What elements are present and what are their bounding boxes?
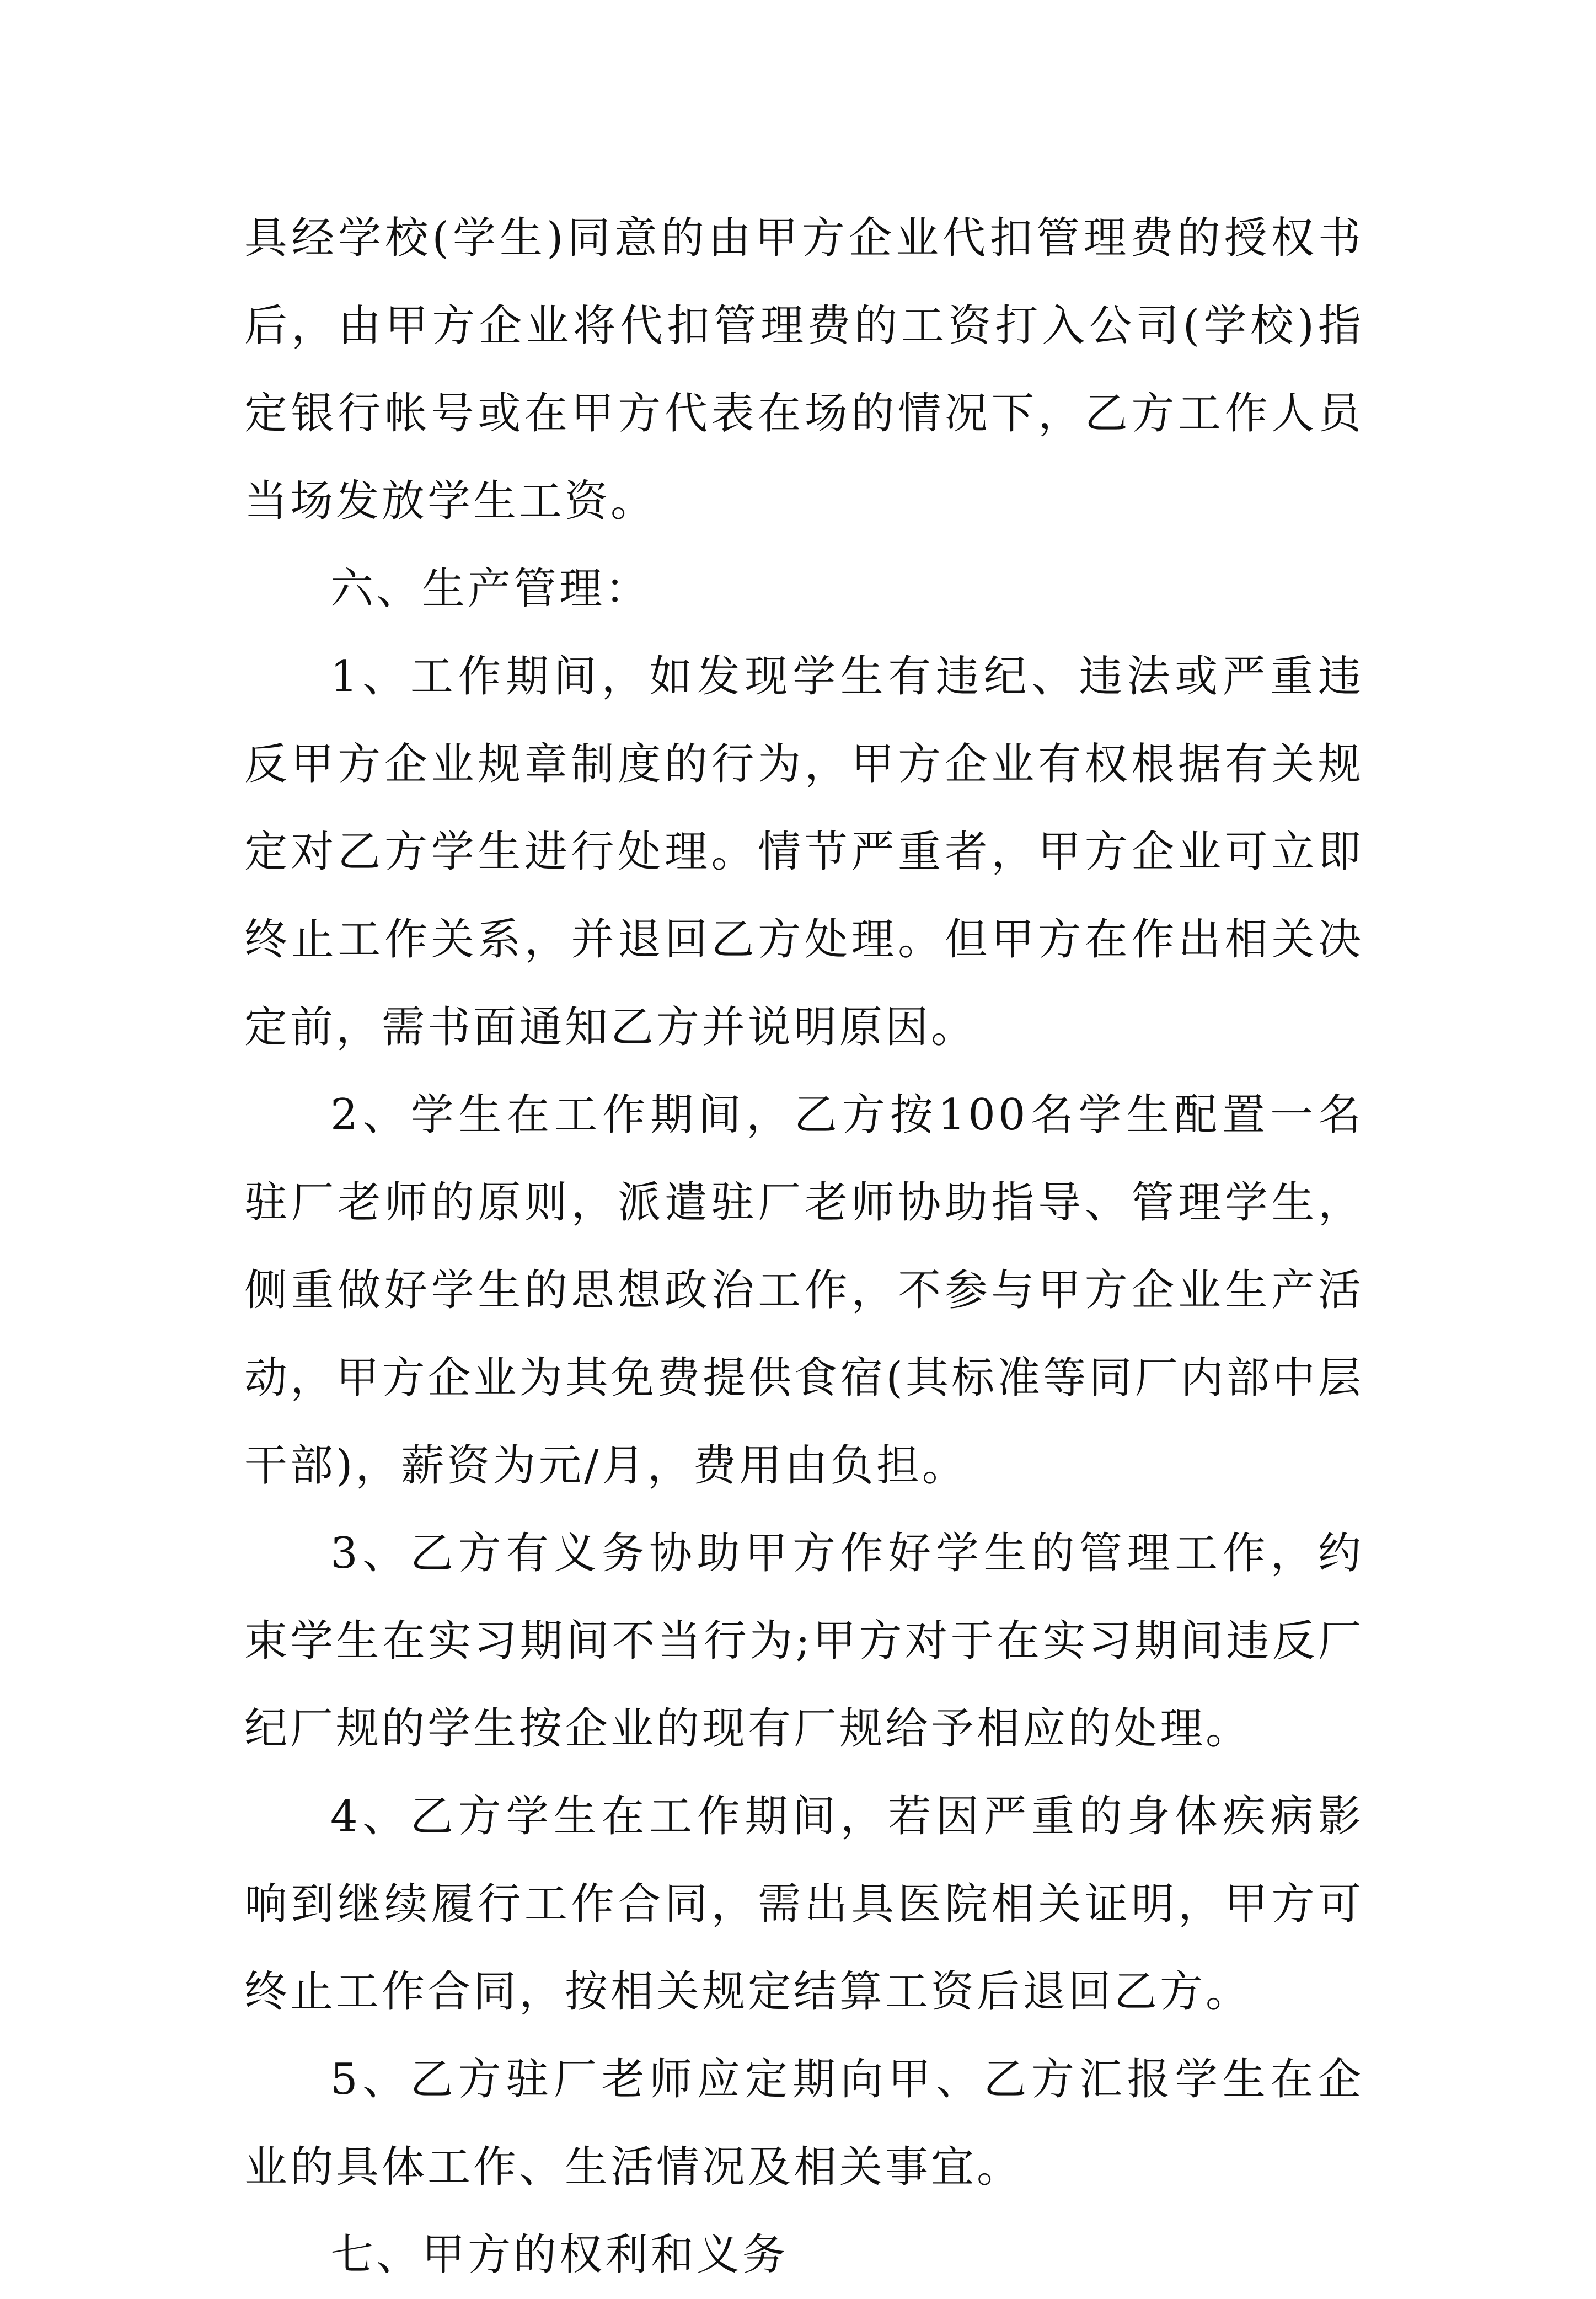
paragraph-item-5: 5、乙方驻厂老师应定期向甲、乙方汇报学生在企业的具体工作、生活情况及相关事宜。 xyxy=(244,2055,1364,2192)
section-heading-production-management: 六、生产管理： xyxy=(330,564,651,614)
paragraph-item-3: 3、乙方有义务协助甲方作好学生的管理工作，约束学生在实习期间不当行为;甲方对于在实习期间违反厂纪厂规的学生按企业的现有厂规给予相应的处理。 xyxy=(244,1529,1364,1754)
paragraph-continuation: 具经学校(学生)同意的由甲方企业代扣管理费的授权书后，由甲方企业将代扣管理费的工资打入公司(学校)指定银行帐号或在甲方代表在场的情况下，乙方工作人员当场发放学生工资。 xyxy=(244,213,1364,526)
document-body xyxy=(244,195,1364,2299)
section-heading-party-a-rights: 七、甲方的权利和义务 xyxy=(330,2230,789,2280)
paragraph-item-1: 1、工作期间，如发现学生有违纪、违法或严重违反甲方企业规章制度的行为，甲方企业有权根据有关规定对乙方学生进行处理。情节严重者，甲方企业可立即终止工作关系，并退回乙方处理。但甲方在作出相关决定前，需书面通知乙方并说明原因。 xyxy=(244,652,1364,1052)
paragraph-item-2: 2、学生在工作期间，乙方按100名学生配置一名驻厂老师的原则，派遣驻厂老师协助指导、管理学生，侧重做好学生的思想政治工作，不参与甲方企业生产活动，甲方企业为其免费提供食宿(其标准等同厂内部中层干部)，薪资为元/月，费用由负担。 xyxy=(244,1090,1364,1491)
paragraph-item-4: 4、乙方学生在工作期间，若因严重的身体疾病影响到继续履行工作合同，需出具医院相关证明，甲方可终止工作合同，按相关规定结算工资后退回乙方。 xyxy=(244,1792,1364,2017)
